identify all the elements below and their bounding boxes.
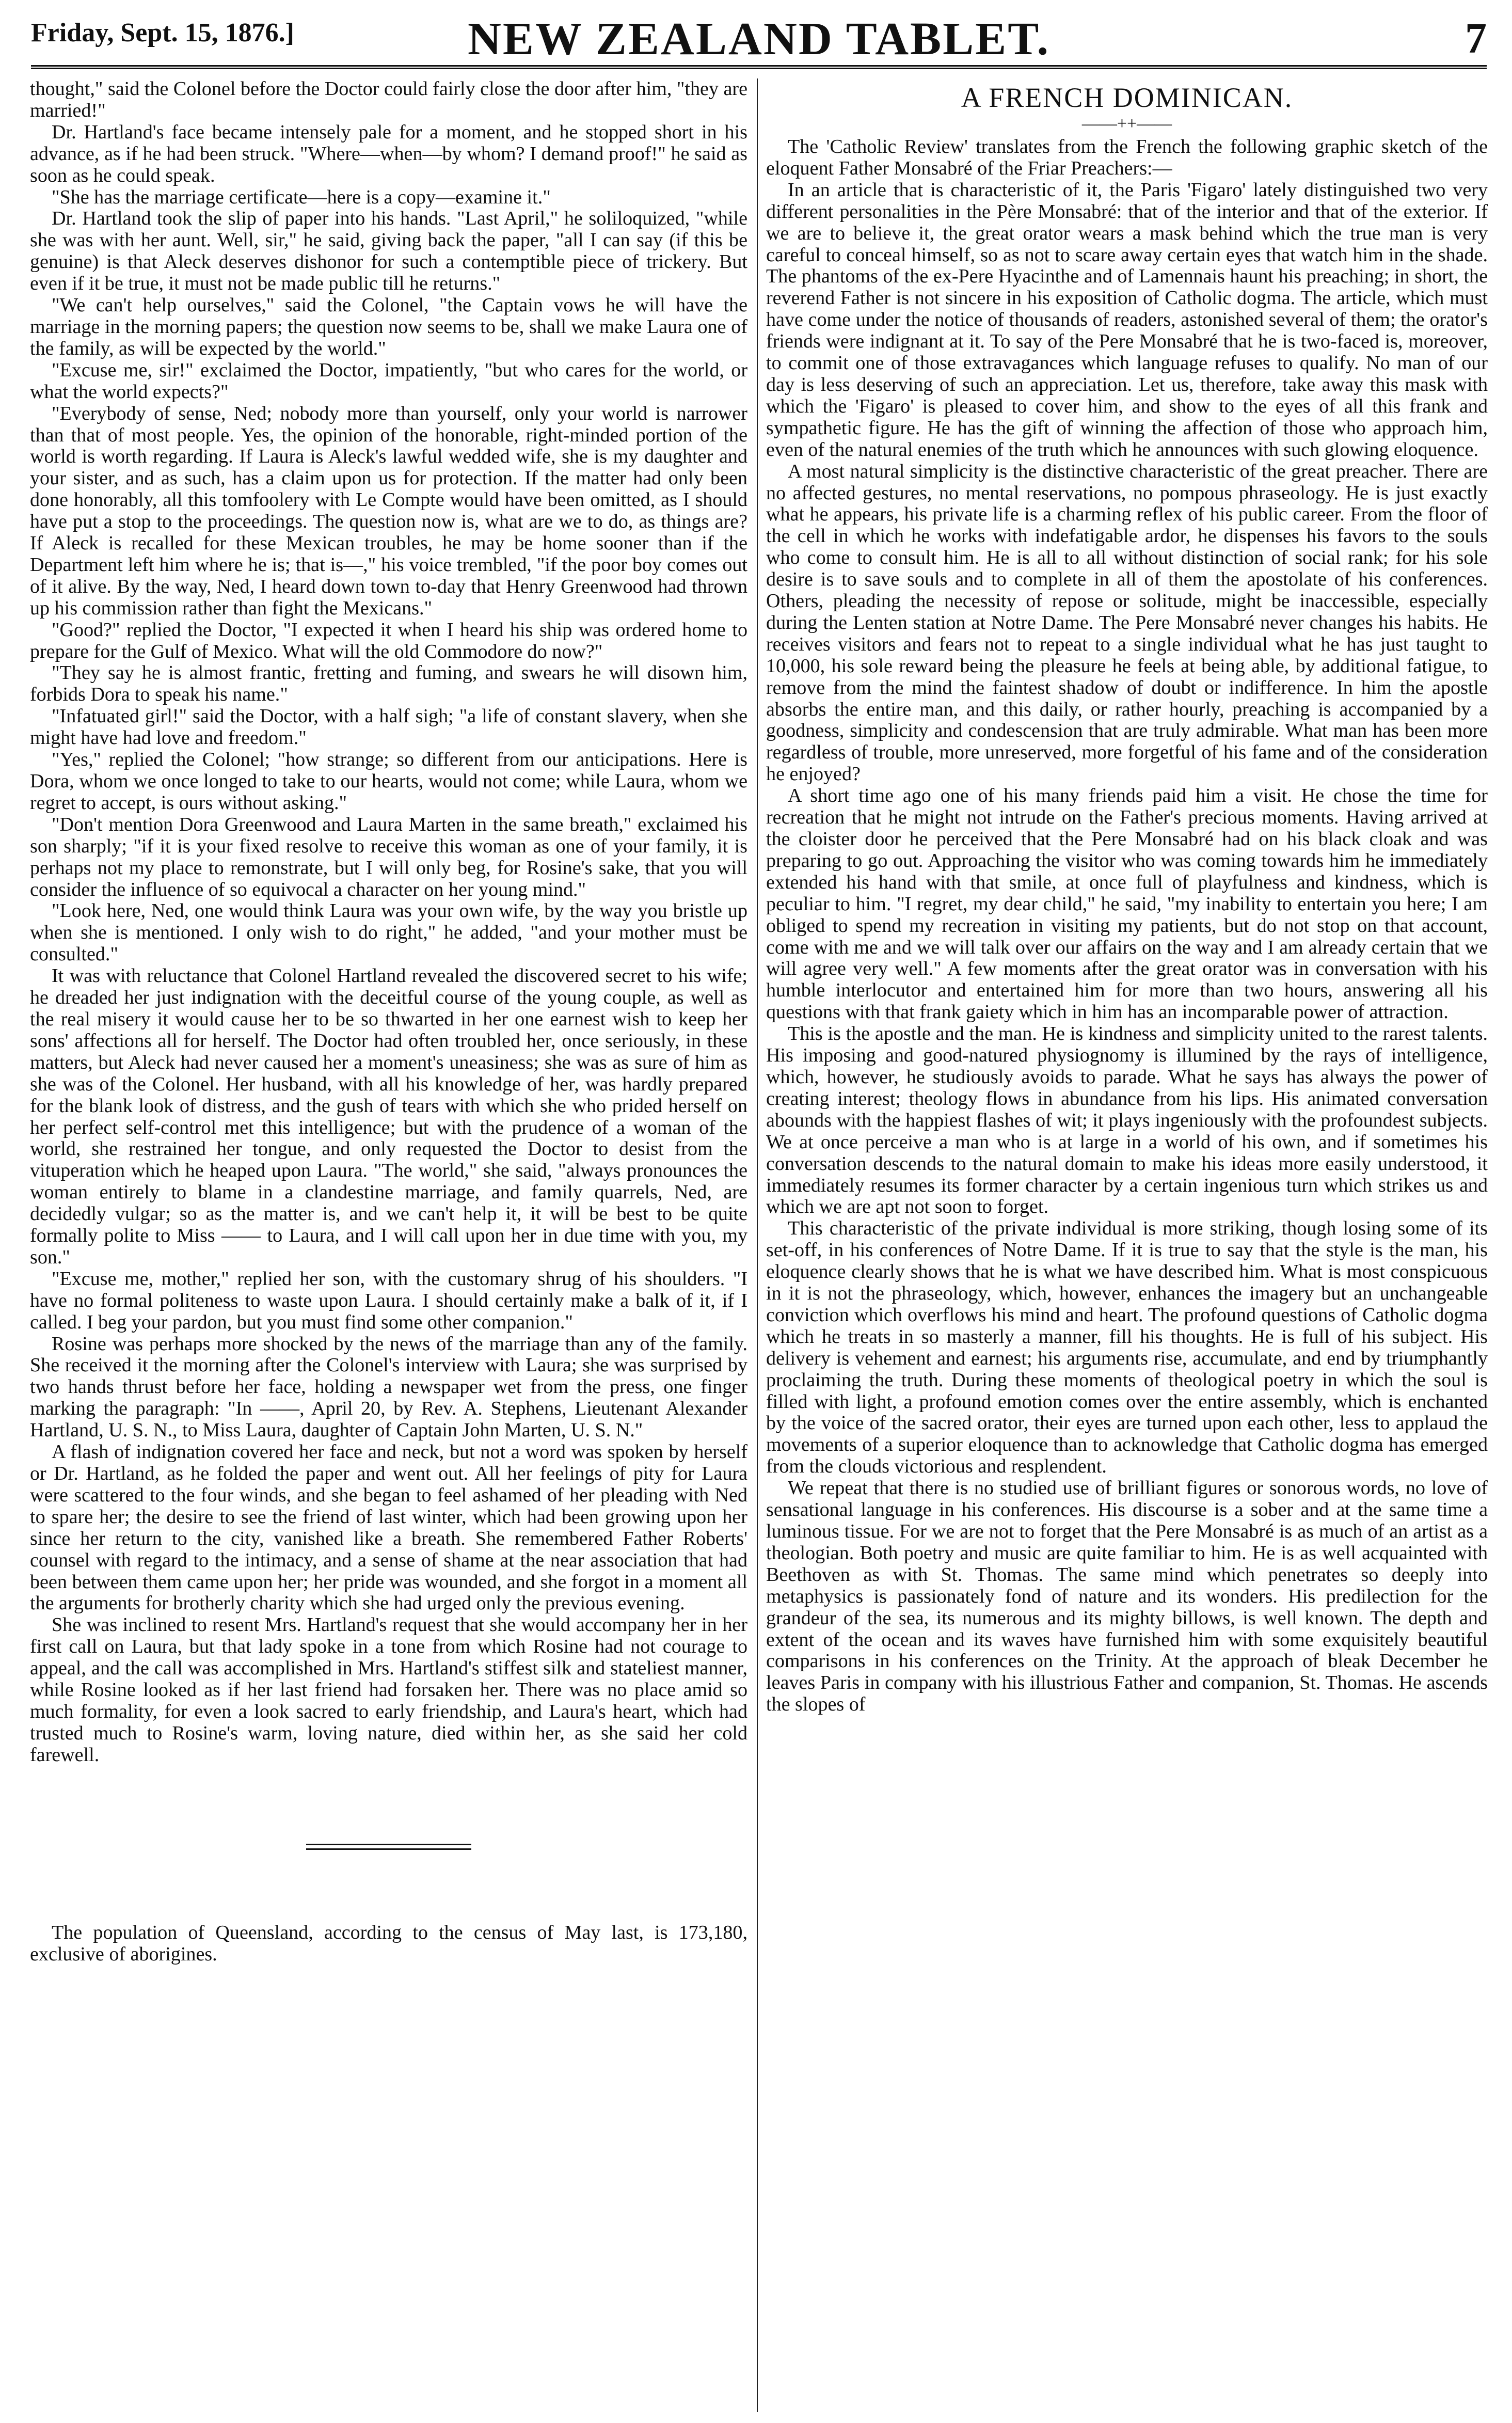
story-paragraph: "Don't mention Dora Greenwood and Laura Marten in the same breath," exclaimed his son sharply; "if it is your fixed resolve to receive this woman as one of your family, it is perhaps not my place to remonstrate, but I will only beg, for Rosine's sake, that you will consider the influence of so equivocal a character on her young mind." [30, 813, 747, 900]
story-paragraph: "She has the marriage certificate—here is a copy—examine it." [52, 186, 551, 208]
story-paragraph: She was inclined to resent Mrs. Hartland's request that she would accompany her in her first call on Laura, but that lady spoke in a tone from which Rosine had not courage to appeal, and the call was accomplished in Mrs. Hartland's stiffest silk and stateliest manner, while Rosine looked as if her last friend had forsaken her. There was no place amid so much formality, for even a look sacred to early friendship, and Laura's heart, which had trusted much to Rosine's warm, loving nature, died within her, as she said her cold farewell. [30, 1614, 747, 1766]
article-paragraph: A most natural simplicity is the distinctive characteristic of the great preacher. There are no affected gestures, no mental reservations, no pompous phraseology. He is just exactly what he appears, his private life is a charming reflex of his public career. From the floor of the cell in which he works with indefatigable ardor, he dispenses his favors to the souls who come to consult him. He is all to all without distinction of social rank; for his sole desire is to save souls and to complete in all of them the apostolate of his conferences. Others, pleading the necessity of repose or solitude, might be inaccessible, especially during the Lenten station at Notre Dame. The Pere Monsabré never changes his habits. He receives visitors and fears not to repeat to a single individual what he has just taught to 10,000, his sole reward being the pleasure he feels at being able, by additional fatigue, to remove from the mind the faintest shadow of doubt or indifference. In him the apostle absorbs the entire man, and this daily, or rather hourly, preaching is accompanied by a goodness, simplicity and condescension that are truly admirable. What man has been more regardless of trouble, more unreserved, more forgetful of his fame and of the consideration he enjoyed? [766, 460, 1488, 785]
footnote-paragraph: The population of Queensland, according to the census of May last, is 173,180, exclusive of aborigines. [30, 1921, 747, 1965]
story-paragraph: A flash of indignation covered her face and neck, but not a word was spoken by herself or Dr. Hartland, as he folded the paper and went out. All her feelings of pity for Laura were scattered to the four winds, and she began to feel ashamed of her pleading with Ned to spare her; the desire to see the friend of last winter, which had been growing upon her since her return to the city, vanished like a breath. She remembered Father Roberts' counsel with regard to the intimacy, and a sense of shame at the near association that had been between them came upon her; her pride was wounded, and she forgot in a moment all the arguments for brotherly charity which she had urged only the previous evening. [30, 1441, 747, 1614]
right-column [766, 78, 1488, 2407]
story-paragraph: "Look here, Ned, one would think Laura was your own wife, by the way you bristle up when she is mentioned. I only wish to do right," he added, "and your mother must be consulted." [30, 900, 747, 965]
story-paragraph: Dr. Hartland's face became intensely pale for a moment, and he stopped short in his advance, as if he had been struck. "Where—when—by whom? I demand proof!" he said as soon as he could speak. [30, 121, 747, 186]
story-paragraph: "Excuse me, sir!" exclaimed the Doctor, impatiently, "but who cares for the world, or what the world expects?" [30, 359, 747, 403]
article-paragraph: This characteristic of the private individual is more striking, though losing some of its set-off, in his conferences of Notre Dame. If it is true to say that the style is the man, his eloquence clearly shows that he is what we have described him. What is most conspicuous in it is not the phraseology, which, however, enhances the imagery but an unchangeable conviction which overflows his mind and heart. The profound questions of Catholic dogma which he treats in so masterly a manner, fill his thoughts. He is full of his subject. His delivery is vehement and earnest; his arguments rise, accumulate, and end by triumphantly proclaiming the truth. During these moments of theological poetry in which the soul is filled with light, a profound emotion comes over the entire assembly, which is enchanted by the voice of the sacred orator, their eyes are turned upon each other, less to applaud the movements of a superior eloquence than to acknowledge that Catholic dogma has emerged from the clouds victorious and resplendent. [766, 1217, 1488, 1478]
article-paragraph: In an article that is characteristic of it, the Paris 'Figaro' lately distinguished two very different personalities in the Père Monsabré: that of the interior and that of the exterior. If we are to believe it, the great orator wears a mask behind which the true man is very careful to conceal himself, so as not to scare away certain eyes that watch him in the shade. The phantoms of the ex-Pere Hyacinthe and of Lamennais haunt his preaching; in short, the reverend Father is not sincere in his exposition of Catholic dogma. The article, which must have come under the notice of thousands of readers, astonished several of them; the orator's friends were indignant at it. To say of the Pere Monsabré that he is two-faced is, moreover, to commit one of those extravagances which language refuses to qualify. No man of our day is less deserving of such an appreciation. Let us, therefore, take away this mask with which the 'Figaro' is pleased to cover him, and show to the eyes of all this frank and sympathetic figure. He has the gift of winning the affection of those who approach him, even of the natural enemies of the truth which he announces with such glowing eloquence. [766, 179, 1488, 461]
article-title: A FRENCH DOMINICAN. [961, 82, 1293, 113]
article-paragraph: We repeat that there is no studied use of brilliant figures or sonorous words, no love of sensational language in his conferences. His discourse is a sober and at the same time a luminous tissue. For we are not to forget that the Pere Monsabré is as much of an artist as a theologian. Both poetry and music are quite familiar to him. He is as well acquainted with Beethoven as with St. Thomas. The same mind which penetrates so deeply into metaphysics is passionately fond of nature and its wonders. His predilection for the grandeur of the sea, its numerous and its mighty billows, is well known. The depth and extent of the ocean and its waves have furnished him with some exquisitely beautiful comparisons in his conferences on the Trinity. At the approach of bleak December he leaves Paris in company with his illustrious Father and companion, St. Thomas. He ascends the slopes of [766, 1477, 1488, 1716]
newspaper-title: NEW ZEALAND TABLET. [467, 13, 1051, 65]
page-number: 7 [1465, 14, 1487, 62]
article-paragraph: A short time ago one of his many friends paid him a visit. He chose the time for recreation that he might not intrude on the Father's precious moments. Having arrived at the cloister door he perceived that the Pere Monsabré had on his black cloak and was preparing to go out. Approaching the visitor who was coming towards him he immediately extended his hand with that smile, at once full of playfulness and kindness, which is peculiar to him. "I regret, my dear child," he said, "my inability to entertain you here; I am obliged to spend my recreation in visiting my patients, but do not stop on that account, come with me and we will talk over our affairs on the way and I am already certain that we will agree very well." A few moments after the great orator was in conversation with his humble interlocutor and entertained him for more than two hours, answering all his questions with that frank gaiety which in him has an incomparable power of attraction. [766, 785, 1488, 1023]
story-paragraph: Dr. Hartland took the slip of paper into his hands. "Last April," he soliloquized, "while she was with her aunt. Well, sir," he said, giving back the paper, "all I can say (if this be genuine) is that Aleck deserves dishonor for such a contemptible piece of trickery. But even if it be true, it must not be made public till he returns." [30, 208, 747, 295]
article-paragraph: This is the apostle and the man. He is kindness and simplicity united to the rarest talents. His imposing and good-natured physiognomy is illumined by the rays of intelligence, which, however, he studiously avoids to parade. What he says has always the power of creating interest; theology flows in abundance from his lips. His animated conversation abounds with the happiest flashes of wit; it plays ingeniously with the profoundest subjects. We at once perceive a man who is at large in a world of his own, and if sometimes his conversation descends to the natural domain to make his ideas more easily understood, it immediately resumes its former character by a certain ingenious turn which strikes us and which we are apt not soon to forget. [766, 1023, 1488, 1218]
left-column [30, 78, 747, 2407]
story-paragraph: "Yes," replied the Colonel; "how strange; so different from our anticipations. Here is Dora, whom we once longed to take to our hearts, would not come; while Laura, whom we regret to accept, is ours without asking." [30, 749, 747, 814]
issue-date: Friday, Sept. 15, 1876.] [31, 18, 294, 47]
column-divider [757, 78, 758, 2412]
story-paragraph: thought," said the Colonel before the Doctor could fairly close the door after him, "they are married!" [30, 78, 747, 121]
story-paragraph: "Infatuated girl!" said the Doctor, with a half sigh; "a life of constant slavery, when she might have had love and freedom." [30, 705, 747, 749]
story-paragraph: Rosine was perhaps more shocked by the news of the marriage than any of the family. She received it the morning after the Colonel's interview with Laura; she was surprised by two hands thrust before her face, holding a newspaper wet from the press, one finger marking the paragraph: "In ——, April 20, by Rev. A. Stephens, Lieutenant Alexander Hartland, U. S. N., to Miss Laura, daughter of Captain John Marten, U. S. N." [30, 1333, 747, 1442]
story-paragraph: "We can't help ourselves," said the Colonel, "the Captain vows he will have the marriage in the morning papers; the question now seems to be, shall we make Laura one of the family, as will be expected by the world." [30, 294, 747, 359]
story-paragraph: It was with reluctance that Colonel Hartland revealed the discovered secret to his wife; he dreaded her just indignation with the deceitful course of the young couple, as well as the real misery it would cause her to be so thwarted in her one earnest wish to keep her sons' affections all for herself. The Doctor had often troubled her, once seriously, in these matters, but Aleck had never caused her a moment's uneasiness; she was as sure of him as she was of the Colonel. Her husband, with all his knowledge of her, was hardly prepared for the blank look of distress, and the gush of tears with which she who prided herself on her perfect self-control met this intelligence; but with the prudence of a woman of the world, she restrained her tongue, and only requested the Doctor to desist from the vituperation which he heaped upon Laura. "The world," she said, "always pronounces the woman entirely to blame in a clandestine marriage, and family quarrels, Ned, are decidedly vulgar; so as the matter is, and we can't help it, it will be best to be quite formally polite to Miss —— to Laura, and I will call upon her in due time with you, my son." [30, 965, 747, 1268]
article-paragraph: The 'Catholic Review' translates from the French the following graphic sketch of the eloquent Father Monsabré of the Friar Preachers:— [766, 136, 1488, 179]
story-paragraph: "Everybody of sense, Ned; nobody more than yourself, only your world is narrower than that of most people. Yes, the opinion of the honorable, right-minded portion of the world is worth regarding. If Laura is Aleck's lawful wedded wife, she is my daughter and your sister, and as such, has a claim upon us for protection. If the matter had only been done honorably, all this tomfoolery with Le Compte would have been omitted, as I should have put a stop to the proceedings. The question now is, what are we to do, as things are? If Aleck is recalled for these Mexican troubles, he may be home sooner than if the Department left him where he is; that is—," his voice trembled, "if the poor boy comes out of it alive. By the way, Ned, I heard down town to-day that Henry Greenwood had thrown up his commission rather than fight the Mexicans." [30, 402, 747, 619]
section-rule [306, 1844, 471, 1850]
title-ornament: ——++—— [1081, 114, 1172, 133]
story-paragraph: "Good?" replied the Doctor, "I expected it when I heard his ship was ordered home to prepare for the Gulf of Mexico. What will the old Commodore do now?" [30, 619, 747, 662]
story-paragraph: "Excuse me, mother," replied her son, with the customary shrug of his shoulders. "I have no formal politeness to waste upon Laura. I should certainly make a balk of it, if I called. I beg your pardon, but you must find some other companion." [30, 1268, 747, 1333]
masthead [31, 15, 1487, 69]
story-paragraph: "They say he is almost frantic, fretting and fuming, and swears he will disown him, forbids Dora to speak his name." [30, 662, 747, 706]
